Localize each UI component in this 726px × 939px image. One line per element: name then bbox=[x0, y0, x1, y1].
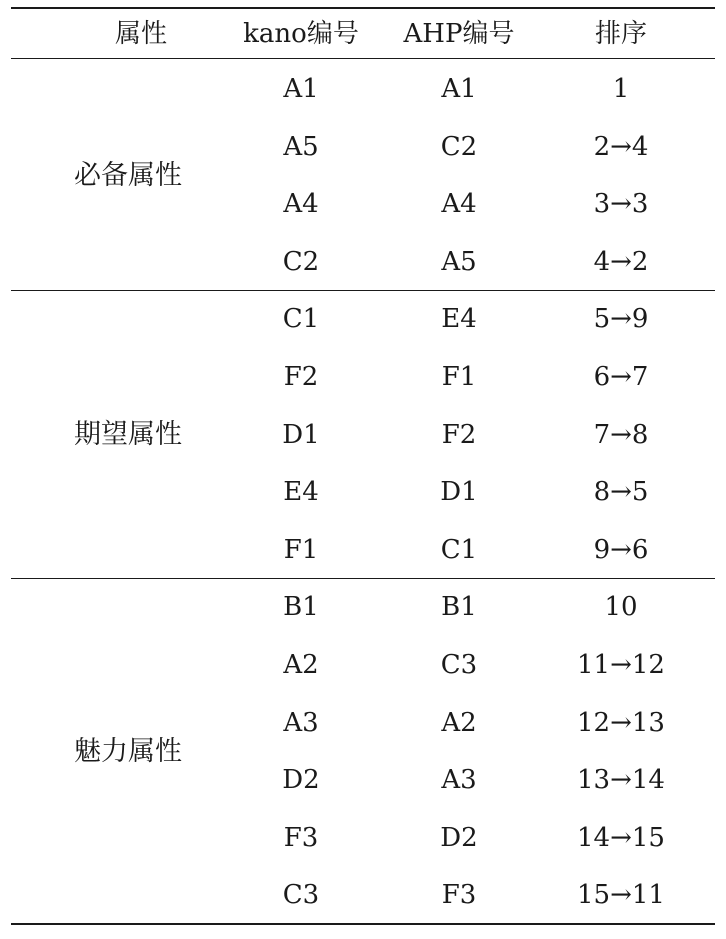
kano-id-cell: F3 bbox=[283, 822, 319, 853]
rank-cell: 8→5 bbox=[593, 477, 649, 508]
rank-cell: 9→6 bbox=[593, 534, 649, 565]
table-row bbox=[11, 526, 715, 574]
ahp-id-cell: D2 bbox=[440, 822, 478, 853]
ahp-id-cell: C2 bbox=[440, 131, 478, 162]
kano-id-cell: A5 bbox=[283, 131, 319, 162]
attribute-group-label: 魅力属性 bbox=[74, 736, 182, 768]
ahp-id-cell: E4 bbox=[441, 304, 477, 335]
rank-cell: 10 bbox=[604, 592, 638, 623]
ahp-id-cell: A3 bbox=[441, 765, 477, 796]
kano-id-cell: C2 bbox=[282, 246, 320, 277]
ahp-id-cell: C3 bbox=[440, 650, 478, 680]
ahp-id-cell: F2 bbox=[441, 419, 477, 450]
table-header-rule bbox=[11, 58, 715, 59]
rank-cell: 4→2 bbox=[593, 246, 649, 277]
rank-cell: 14→15 bbox=[577, 822, 665, 853]
table-row bbox=[11, 238, 715, 286]
kano-id-cell: F2 bbox=[283, 362, 319, 392]
header-rank: 排序 bbox=[594, 19, 647, 49]
rank-cell: 5→9 bbox=[593, 304, 649, 335]
ahp-id-cell: A2 bbox=[441, 707, 477, 738]
kano-id-cell: A3 bbox=[283, 707, 319, 738]
table-row bbox=[11, 871, 715, 919]
kano-id-cell: C1 bbox=[282, 304, 320, 335]
table-row bbox=[11, 295, 715, 343]
ahp-id-cell: D1 bbox=[440, 477, 478, 508]
attribute-group-label: 期望属性 bbox=[74, 419, 182, 451]
kano-id-cell: D2 bbox=[282, 765, 320, 796]
rank-cell: 15→11 bbox=[577, 880, 665, 911]
kano-id-cell: F1 bbox=[283, 534, 319, 565]
attribute-group-label: 必备属性 bbox=[74, 160, 182, 192]
rank-cell: 7→8 bbox=[593, 419, 649, 450]
group-separator-rule bbox=[11, 578, 715, 579]
rank-cell: 12→13 bbox=[577, 707, 665, 738]
header-kano-id: kano编号 bbox=[243, 19, 359, 49]
table-row bbox=[11, 468, 715, 516]
ahp-id-cell: C1 bbox=[440, 534, 478, 565]
header-attribute: 属性 bbox=[114, 19, 167, 49]
table-row bbox=[11, 65, 715, 113]
table-row bbox=[11, 583, 715, 631]
kano-id-cell: E4 bbox=[283, 477, 319, 508]
rank-cell: 6→7 bbox=[593, 362, 649, 392]
rank-cell: 2→4 bbox=[593, 131, 649, 162]
table-row bbox=[11, 353, 715, 401]
table-row bbox=[11, 641, 715, 689]
ahp-id-cell: A4 bbox=[441, 189, 477, 220]
kano-id-cell: C3 bbox=[282, 880, 320, 911]
ahp-id-cell: B1 bbox=[441, 592, 477, 623]
table-bottom-rule bbox=[11, 923, 715, 925]
rank-cell: 13→14 bbox=[577, 765, 665, 796]
group-separator-rule bbox=[11, 290, 715, 291]
ahp-id-cell: A1 bbox=[441, 74, 477, 104]
rank-cell: 1 bbox=[612, 74, 630, 104]
rank-cell: 3→3 bbox=[593, 189, 649, 220]
table-header-row bbox=[11, 10, 715, 58]
ahp-id-cell: A5 bbox=[441, 246, 477, 277]
kano-id-cell: B1 bbox=[283, 592, 319, 623]
kano-id-cell: A2 bbox=[283, 650, 319, 680]
table-top-rule bbox=[11, 7, 715, 9]
kano-id-cell: A1 bbox=[283, 74, 319, 104]
ahp-id-cell: F1 bbox=[441, 362, 477, 392]
kano-id-cell: D1 bbox=[282, 419, 320, 450]
table-row bbox=[11, 814, 715, 862]
rank-cell: 11→12 bbox=[577, 650, 665, 680]
header-ahp-id: AHP编号 bbox=[403, 19, 515, 49]
kano-id-cell: A4 bbox=[283, 189, 319, 220]
ahp-id-cell: F3 bbox=[441, 880, 477, 911]
